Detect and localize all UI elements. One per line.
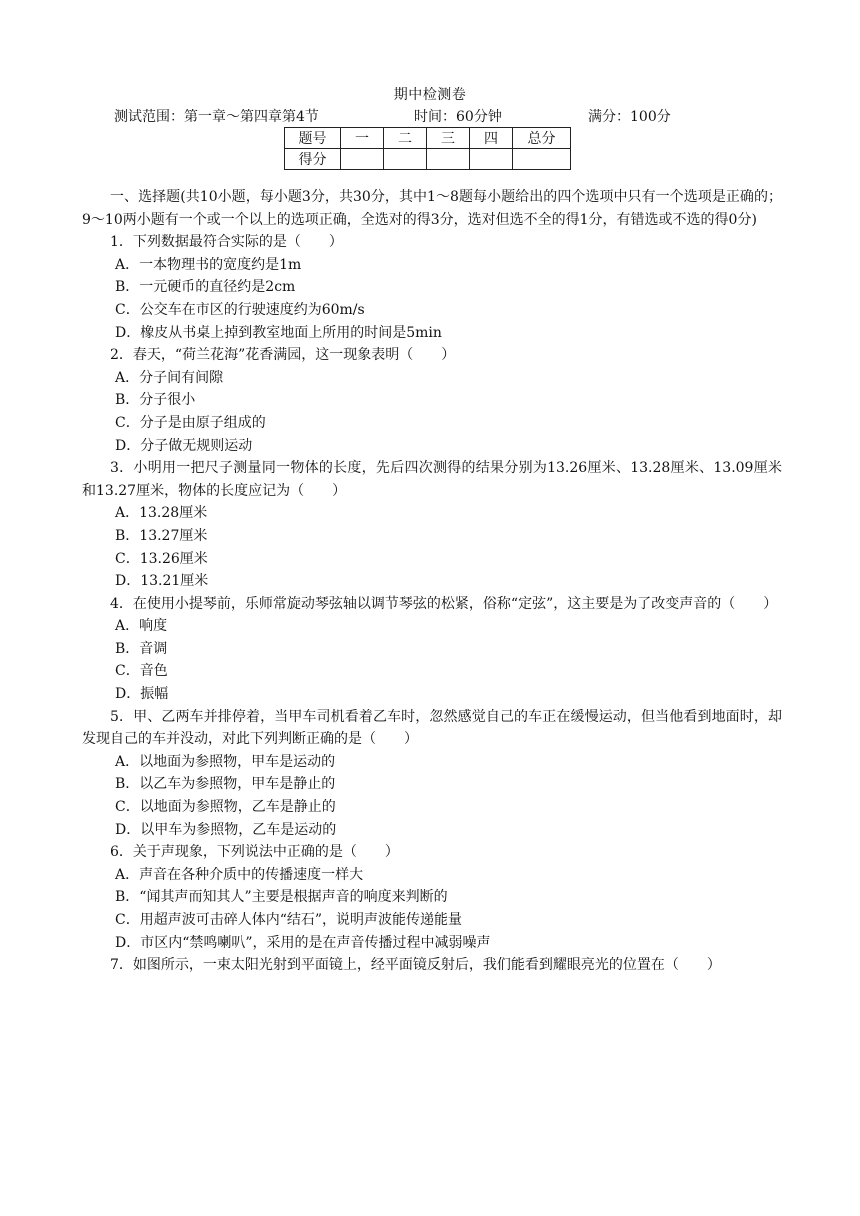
score-input-cell xyxy=(341,149,384,170)
question-option: B．音调 xyxy=(115,640,168,657)
score-input-cell xyxy=(427,149,470,170)
score-table-cell: 题号 xyxy=(285,128,341,149)
question-stem: 1．下列数据最符合实际的是（ ） xyxy=(110,234,343,251)
question-option: C．用超声波可击碎人体内“结石”，说明声波能传递能量 xyxy=(115,912,463,928)
question-stem: 7．如图所示，一束太阳光射到平面镜上，经平面镜反射后，我们能看到耀眼亮光的位置在（ ） xyxy=(110,957,721,974)
question-stem: 4．在使用小提琴前，乐师常旋动琴弦轴以调节琴弦的松紧，俗称“定弦”，这主要是为了改变声音的（ ） xyxy=(110,595,778,612)
score-table-score-row xyxy=(285,149,571,170)
page-title: 期中检测卷 xyxy=(393,87,467,103)
question-option: D．分子做无规则运动 xyxy=(115,437,253,454)
question-option: A．声音在各种介质中的传播速度一样大 xyxy=(115,866,364,883)
section-instructions: 一、选择题(共10小题，每小题3分，共30分，其中1～8题每小题给出的四个选项中只有一个选项是正确的；9～10两小题有一个或一个以上的选项正确，全选对的得3分，选对但选不全的得1分，有错选或不选的得0分) xyxy=(82,189,782,228)
question-option: B．以乙车为参照物，甲车是静止的 xyxy=(115,776,336,793)
question-option: D．13.21厘米 xyxy=(115,573,209,590)
question-stem: 5．甲、乙两车并排停着，当甲车司机看着乙车时，忽然感觉自己的车正在缓慢运动，但当他看到地面时，却发现自己的车并没动，对此下列判断正确的是（ ） xyxy=(82,708,782,748)
question-option: C．分子是由原子组成的 xyxy=(115,414,266,431)
score-input-cell xyxy=(384,149,427,170)
test-range: 测试范围：第一章～第四章第4节 xyxy=(114,109,319,125)
score-table-cell: 二 xyxy=(384,128,427,149)
score-table-cell: 得分 xyxy=(285,149,341,170)
question-option: D．以甲车为参照物，乙车是运动的 xyxy=(115,821,337,838)
full-score: 满分：100分 xyxy=(588,109,671,125)
question-option: B．分子很小 xyxy=(115,392,196,409)
question-option: B．一元硬币的直径约是2cm xyxy=(115,279,296,296)
exam-content xyxy=(82,186,782,977)
score-table-cell: 总分 xyxy=(513,128,571,149)
question-option: A．响度 xyxy=(115,618,168,635)
question-option: A．以地面为参照物，甲车是运动的 xyxy=(115,753,336,770)
score-input-cell xyxy=(470,149,513,170)
score-table-cell: 三 xyxy=(427,128,470,149)
question-option: D．市区内“禁鸣喇叭”，采用的是在声音传播过程中减弱噪声 xyxy=(115,934,491,951)
score-table-cell: 一 xyxy=(341,128,384,149)
question-stem: 3．小明用一把尺子测量同一物体的长度，先后四次测得的结果分别为13.26厘米、13.28厘米、13.09厘米和13.27厘米，物体的长度应记为（ ） xyxy=(82,460,782,499)
question-option: A．13.28厘米 xyxy=(115,505,208,522)
question-option: A．一本物理书的宽度约是1m xyxy=(115,256,302,273)
question-option: B．13.27厘米 xyxy=(115,527,208,544)
score-table xyxy=(284,127,571,170)
question-option: C．以地面为参照物，乙车是静止的 xyxy=(115,799,336,816)
question-option: C．音色 xyxy=(115,663,168,680)
question-stem: 6．关于声现象，下列说法中正确的是（ ） xyxy=(110,844,399,861)
question-option: D．橡皮从书桌上掉到教室地面上所用的时间是5min xyxy=(115,324,442,341)
score-table-header-row xyxy=(285,128,571,149)
score-table-cell: 四 xyxy=(470,128,513,149)
question-option: C．公交车在市区的行驶速度约为60m/s xyxy=(115,301,365,318)
question-option: D．振幅 xyxy=(115,686,169,703)
time-limit: 时间：60分钟 xyxy=(414,109,502,125)
score-input-cell xyxy=(513,149,571,170)
question-option: A．分子间有间隙 xyxy=(115,369,224,386)
question-option: B．“闻其声而知其人”主要是根据声音的响度来判断的 xyxy=(115,889,448,906)
question-stem: 2．春天，“荷兰花海”花香满园，这一现象表明（ ） xyxy=(110,347,456,364)
question-option: C．13.26厘米 xyxy=(115,550,208,567)
